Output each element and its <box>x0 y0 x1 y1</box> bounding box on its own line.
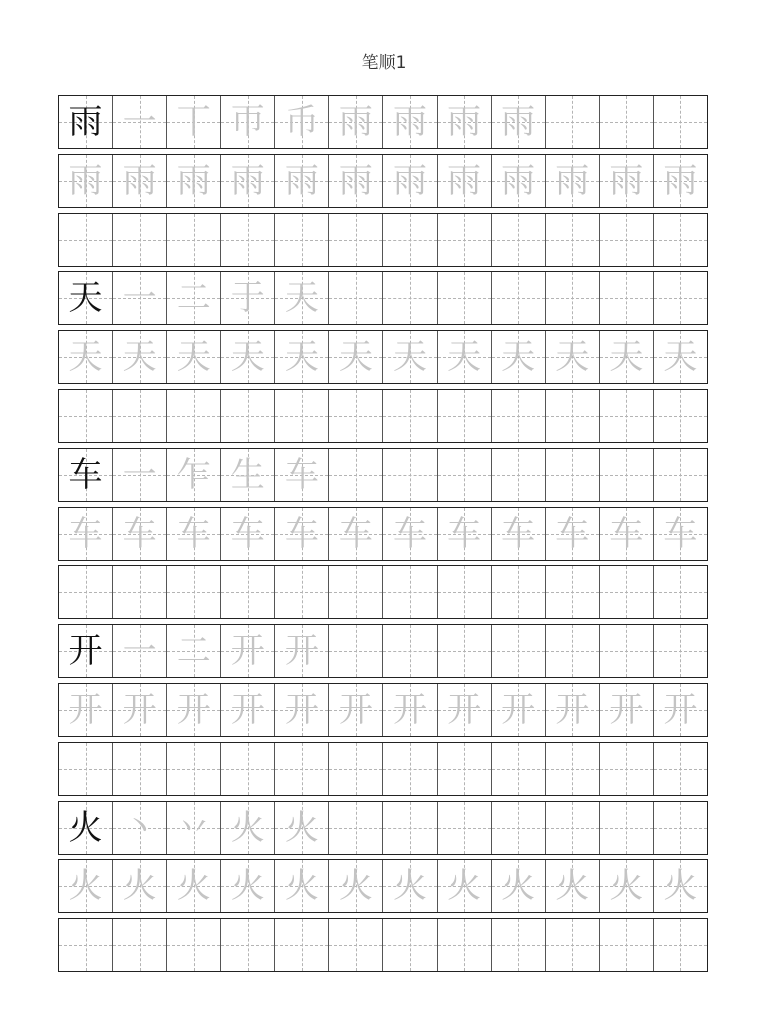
grid-cell <box>220 390 274 442</box>
blank-practice-row <box>58 918 708 972</box>
grid-cell <box>437 155 491 207</box>
trace-character: 天 <box>338 337 373 378</box>
grid-cell <box>382 390 436 442</box>
grid-cell <box>59 566 112 618</box>
grid-cell <box>328 331 382 383</box>
trace-character: 生 <box>230 454 265 495</box>
grid-cell <box>491 390 545 442</box>
trace-character: 开 <box>447 690 482 730</box>
grid-cell <box>437 272 491 324</box>
grid-cell <box>491 684 545 736</box>
grid-cell <box>382 96 436 148</box>
grid-cell <box>437 508 491 560</box>
grid-cell <box>599 449 653 501</box>
stroke-order-row <box>58 801 708 855</box>
grid-cell <box>545 214 599 266</box>
trace-character: 车 <box>230 513 265 554</box>
grid-cell <box>382 743 436 795</box>
grid-cell <box>112 919 166 971</box>
trace-character: 火 <box>501 866 536 907</box>
grid-cell <box>382 331 436 383</box>
trace-character: 丷 <box>176 807 211 848</box>
grid-cell <box>274 566 328 618</box>
trace-character: 天 <box>68 337 103 378</box>
grid-cell <box>545 331 599 383</box>
trace-character: 二 <box>176 631 211 672</box>
trace-character: 雨 <box>663 160 698 201</box>
grid-cell <box>545 919 599 971</box>
grid-cell <box>59 449 112 501</box>
trace-character: 丅 <box>176 102 211 142</box>
grid-cell <box>59 860 112 912</box>
grid-cell <box>166 684 220 736</box>
grid-cell <box>545 390 599 442</box>
trace-character: 火 <box>393 866 427 907</box>
grid-cell <box>112 449 166 501</box>
grid-cell <box>220 566 274 618</box>
grid-cell <box>112 743 166 795</box>
trace-character: 于 <box>230 278 265 319</box>
grid-cell <box>653 743 707 795</box>
grid-cell <box>653 802 707 854</box>
trace-character: 天 <box>663 337 698 378</box>
grid-cell <box>437 449 491 501</box>
grid-cell <box>274 214 328 266</box>
grid-cell <box>599 860 653 912</box>
grid-cell <box>653 860 707 912</box>
grid-cell <box>491 860 545 912</box>
grid-cell <box>491 508 545 560</box>
grid-cell <box>599 566 653 618</box>
grid-cell <box>166 743 220 795</box>
grid-cell <box>437 214 491 266</box>
grid-cell <box>220 96 274 148</box>
trace-row <box>58 683 708 737</box>
grid-cell <box>328 743 382 795</box>
grid-cell <box>382 214 436 266</box>
grid-cell <box>437 743 491 795</box>
grid-cell <box>112 272 166 324</box>
grid-cell <box>59 155 112 207</box>
trace-character: 火 <box>230 866 265 907</box>
grid-cell <box>59 684 112 736</box>
grid-cell <box>220 684 274 736</box>
grid-cell <box>112 96 166 148</box>
grid-cell <box>274 155 328 207</box>
grid-cell <box>653 449 707 501</box>
grid-cell <box>545 96 599 148</box>
grid-cell <box>599 390 653 442</box>
grid-cell <box>274 684 328 736</box>
grid-cell <box>220 331 274 383</box>
trace-character: 天 <box>284 337 319 378</box>
grid-cell <box>437 625 491 677</box>
trace-character: 雨 <box>393 102 427 142</box>
grid-cell <box>220 449 274 501</box>
grid-cell <box>59 625 112 677</box>
grid-cell <box>166 566 220 618</box>
trace-character: 天 <box>501 337 536 378</box>
blank-practice-row <box>58 565 708 619</box>
trace-character: 车 <box>501 513 536 554</box>
grid-cell <box>491 743 545 795</box>
stroke-order-row <box>58 95 708 149</box>
grid-cell <box>274 96 328 148</box>
trace-character: 开 <box>122 690 157 730</box>
grid-cell <box>437 919 491 971</box>
grid-cell <box>491 625 545 677</box>
trace-character: 一 <box>122 278 157 319</box>
trace-character: 雨 <box>284 160 319 201</box>
grid-cell <box>328 566 382 618</box>
grid-cell <box>220 860 274 912</box>
model-character: 火 <box>68 807 103 848</box>
trace-character: 雨 <box>501 102 536 142</box>
grid-cell <box>437 390 491 442</box>
grid-cell <box>382 155 436 207</box>
grid-cell <box>545 272 599 324</box>
grid-cell <box>166 802 220 854</box>
grid-cell <box>599 625 653 677</box>
trace-character: 车 <box>609 513 644 554</box>
trace-character: 车 <box>393 513 427 554</box>
grid-cell <box>599 155 653 207</box>
grid-cell <box>328 96 382 148</box>
grid-cell <box>653 390 707 442</box>
grid-cell <box>599 919 653 971</box>
grid-cell <box>166 919 220 971</box>
grid-cell <box>274 390 328 442</box>
grid-cell <box>437 566 491 618</box>
grid-cell <box>382 802 436 854</box>
grid-cell <box>382 919 436 971</box>
grid-cell <box>112 566 166 618</box>
trace-character: 天 <box>393 337 427 378</box>
grid-cell <box>59 331 112 383</box>
trace-character: 车 <box>284 454 319 495</box>
grid-cell <box>166 96 220 148</box>
trace-character: 天 <box>230 337 265 378</box>
trace-character: 天 <box>609 337 644 378</box>
trace-character: 开 <box>284 631 319 672</box>
trace-character: 车 <box>663 513 698 554</box>
trace-character: 开 <box>68 690 103 730</box>
grid-cell <box>328 860 382 912</box>
grid-cell <box>653 566 707 618</box>
trace-row <box>58 507 708 561</box>
trace-character: 乍 <box>176 454 211 495</box>
model-character: 雨 <box>68 102 103 142</box>
trace-character: 火 <box>338 866 373 907</box>
grid-cell <box>166 860 220 912</box>
grid-cell <box>382 449 436 501</box>
grid-cell <box>545 508 599 560</box>
grid-cell <box>220 214 274 266</box>
grid-cell <box>328 214 382 266</box>
grid-cell <box>653 508 707 560</box>
grid-cell <box>328 802 382 854</box>
grid-cell <box>274 449 328 501</box>
blank-practice-row <box>58 742 708 796</box>
grid-cell <box>59 919 112 971</box>
grid-cell <box>166 508 220 560</box>
trace-character: 丶 <box>122 807 157 848</box>
grid-cell <box>437 860 491 912</box>
trace-character: 开 <box>555 690 590 730</box>
grid-cell <box>112 860 166 912</box>
grid-cell <box>220 743 274 795</box>
grid-cell <box>328 449 382 501</box>
grid-cell <box>437 684 491 736</box>
grid-cell <box>112 684 166 736</box>
blank-practice-row <box>58 213 708 267</box>
grid-cell <box>491 155 545 207</box>
grid-cell <box>599 214 653 266</box>
trace-character: 开 <box>230 631 265 672</box>
trace-character: 车 <box>447 513 482 554</box>
grid-cell <box>437 96 491 148</box>
grid-cell <box>491 449 545 501</box>
grid-cell <box>112 214 166 266</box>
grid-cell <box>491 919 545 971</box>
trace-character: 车 <box>338 513 373 554</box>
grid-cell <box>545 155 599 207</box>
grid-cell <box>274 919 328 971</box>
grid-cell <box>274 860 328 912</box>
trace-character: 火 <box>230 807 265 848</box>
trace-character: 开 <box>338 690 373 730</box>
grid-cell <box>545 625 599 677</box>
trace-row <box>58 330 708 384</box>
grid-cell <box>112 390 166 442</box>
trace-character: 开 <box>663 690 698 730</box>
grid-cell <box>328 272 382 324</box>
trace-character: 雨 <box>230 160 265 201</box>
grid-cell <box>491 96 545 148</box>
grid-cell <box>382 272 436 324</box>
trace-character: 火 <box>447 866 482 907</box>
grid-cell <box>59 743 112 795</box>
grid-cell <box>274 331 328 383</box>
grid-cell <box>491 802 545 854</box>
grid-cell <box>545 860 599 912</box>
trace-character: 天 <box>555 337 590 378</box>
trace-character: 一 <box>122 631 157 672</box>
grid-cell <box>112 625 166 677</box>
trace-character: 天 <box>284 278 319 319</box>
grid-cell <box>491 214 545 266</box>
grid-cell <box>382 684 436 736</box>
grid-cell <box>653 684 707 736</box>
model-character: 开 <box>68 631 103 672</box>
grid-cell <box>166 214 220 266</box>
grid-cell <box>545 566 599 618</box>
grid-cell <box>166 390 220 442</box>
trace-character: 雨 <box>68 160 103 201</box>
model-character: 车 <box>68 454 103 495</box>
grid-cell <box>545 743 599 795</box>
trace-character: 开 <box>501 690 536 730</box>
grid-cell <box>599 802 653 854</box>
grid-cell <box>382 566 436 618</box>
trace-character: 车 <box>555 513 590 554</box>
stroke-order-row <box>58 448 708 502</box>
grid-cell <box>491 566 545 618</box>
grid-cell <box>220 272 274 324</box>
grid-cell <box>491 331 545 383</box>
grid-cell <box>59 96 112 148</box>
grid-cell <box>220 919 274 971</box>
trace-character: 火 <box>555 866 590 907</box>
grid-cell <box>166 449 220 501</box>
trace-character: 一 <box>122 454 157 495</box>
trace-character: 火 <box>284 807 319 848</box>
trace-character: 火 <box>284 866 319 907</box>
trace-character: 火 <box>609 866 644 907</box>
grid-cell <box>59 272 112 324</box>
grid-cell <box>328 919 382 971</box>
grid-cell <box>653 214 707 266</box>
grid-cell <box>166 155 220 207</box>
grid-cell <box>328 625 382 677</box>
grid-cell <box>59 390 112 442</box>
page-title: 笔顺1 <box>361 53 407 73</box>
trace-character: 雨 <box>122 160 157 201</box>
grid-cell <box>382 508 436 560</box>
grid-cell <box>491 272 545 324</box>
model-character: 天 <box>68 278 103 319</box>
grid-cell <box>274 743 328 795</box>
grid-cell <box>274 272 328 324</box>
trace-row <box>58 154 708 208</box>
grid-cell <box>112 155 166 207</box>
grid-cell <box>328 390 382 442</box>
trace-character: 雨 <box>393 160 427 201</box>
stroke-order-row <box>58 624 708 678</box>
grid-cell <box>328 155 382 207</box>
grid-cell <box>653 155 707 207</box>
trace-character: 帀 <box>230 102 265 142</box>
trace-row <box>58 859 708 913</box>
stroke-order-row <box>58 271 708 325</box>
trace-character: 开 <box>284 690 319 730</box>
trace-character: 火 <box>68 866 103 907</box>
trace-character: 雨 <box>338 102 373 142</box>
grid-cell <box>599 684 653 736</box>
trace-character: 开 <box>176 690 211 730</box>
grid-cell <box>274 508 328 560</box>
grid-cell <box>545 802 599 854</box>
grid-cell <box>59 802 112 854</box>
grid-cell <box>599 96 653 148</box>
trace-character: 车 <box>176 513 211 554</box>
trace-character: 车 <box>68 513 103 554</box>
trace-character: 二 <box>176 278 211 319</box>
trace-character: 币 <box>284 102 319 142</box>
trace-character: 雨 <box>338 160 373 201</box>
grid-cell <box>437 802 491 854</box>
trace-character: 开 <box>609 690 644 730</box>
grid-cell <box>220 802 274 854</box>
trace-character: 雨 <box>176 160 211 201</box>
grid-cell <box>599 743 653 795</box>
trace-character: 雨 <box>555 160 590 201</box>
grid-cell <box>112 331 166 383</box>
grid-cell <box>220 625 274 677</box>
trace-character: 开 <box>393 690 427 730</box>
trace-character: 车 <box>122 513 157 554</box>
grid-cell <box>274 802 328 854</box>
trace-character: 雨 <box>447 102 482 142</box>
grid-cell <box>220 155 274 207</box>
grid-cell <box>545 449 599 501</box>
grid-cell <box>653 272 707 324</box>
trace-character: 雨 <box>609 160 644 201</box>
grid-cell <box>59 214 112 266</box>
grid-cell <box>599 508 653 560</box>
grid-cell <box>545 684 599 736</box>
grid-cell <box>382 860 436 912</box>
grid-cell <box>437 331 491 383</box>
grid-cell <box>274 625 328 677</box>
grid-cell <box>599 331 653 383</box>
grid-cell <box>112 508 166 560</box>
trace-character: 车 <box>284 513 319 554</box>
trace-character: 天 <box>122 337 157 378</box>
grid-cell <box>382 625 436 677</box>
grid-cell <box>599 272 653 324</box>
grid-cell <box>59 508 112 560</box>
trace-character: 火 <box>122 866 157 907</box>
grid-cell <box>166 331 220 383</box>
trace-character: 雨 <box>447 160 482 201</box>
trace-character: 天 <box>447 337 482 378</box>
trace-character: 雨 <box>501 160 536 201</box>
blank-practice-row <box>58 389 708 443</box>
trace-character: 火 <box>663 866 698 907</box>
grid-cell <box>166 272 220 324</box>
grid-cell <box>653 625 707 677</box>
grid-cell <box>653 96 707 148</box>
trace-character: 一 <box>122 102 157 142</box>
grid-cell <box>328 684 382 736</box>
trace-character: 天 <box>176 337 211 378</box>
grid-cell <box>112 802 166 854</box>
grid-cell <box>653 919 707 971</box>
grid-cell <box>166 625 220 677</box>
grid-cell <box>653 331 707 383</box>
grid-cell <box>328 508 382 560</box>
grid-cell <box>220 508 274 560</box>
trace-character: 火 <box>176 866 211 907</box>
trace-character: 开 <box>230 690 265 730</box>
